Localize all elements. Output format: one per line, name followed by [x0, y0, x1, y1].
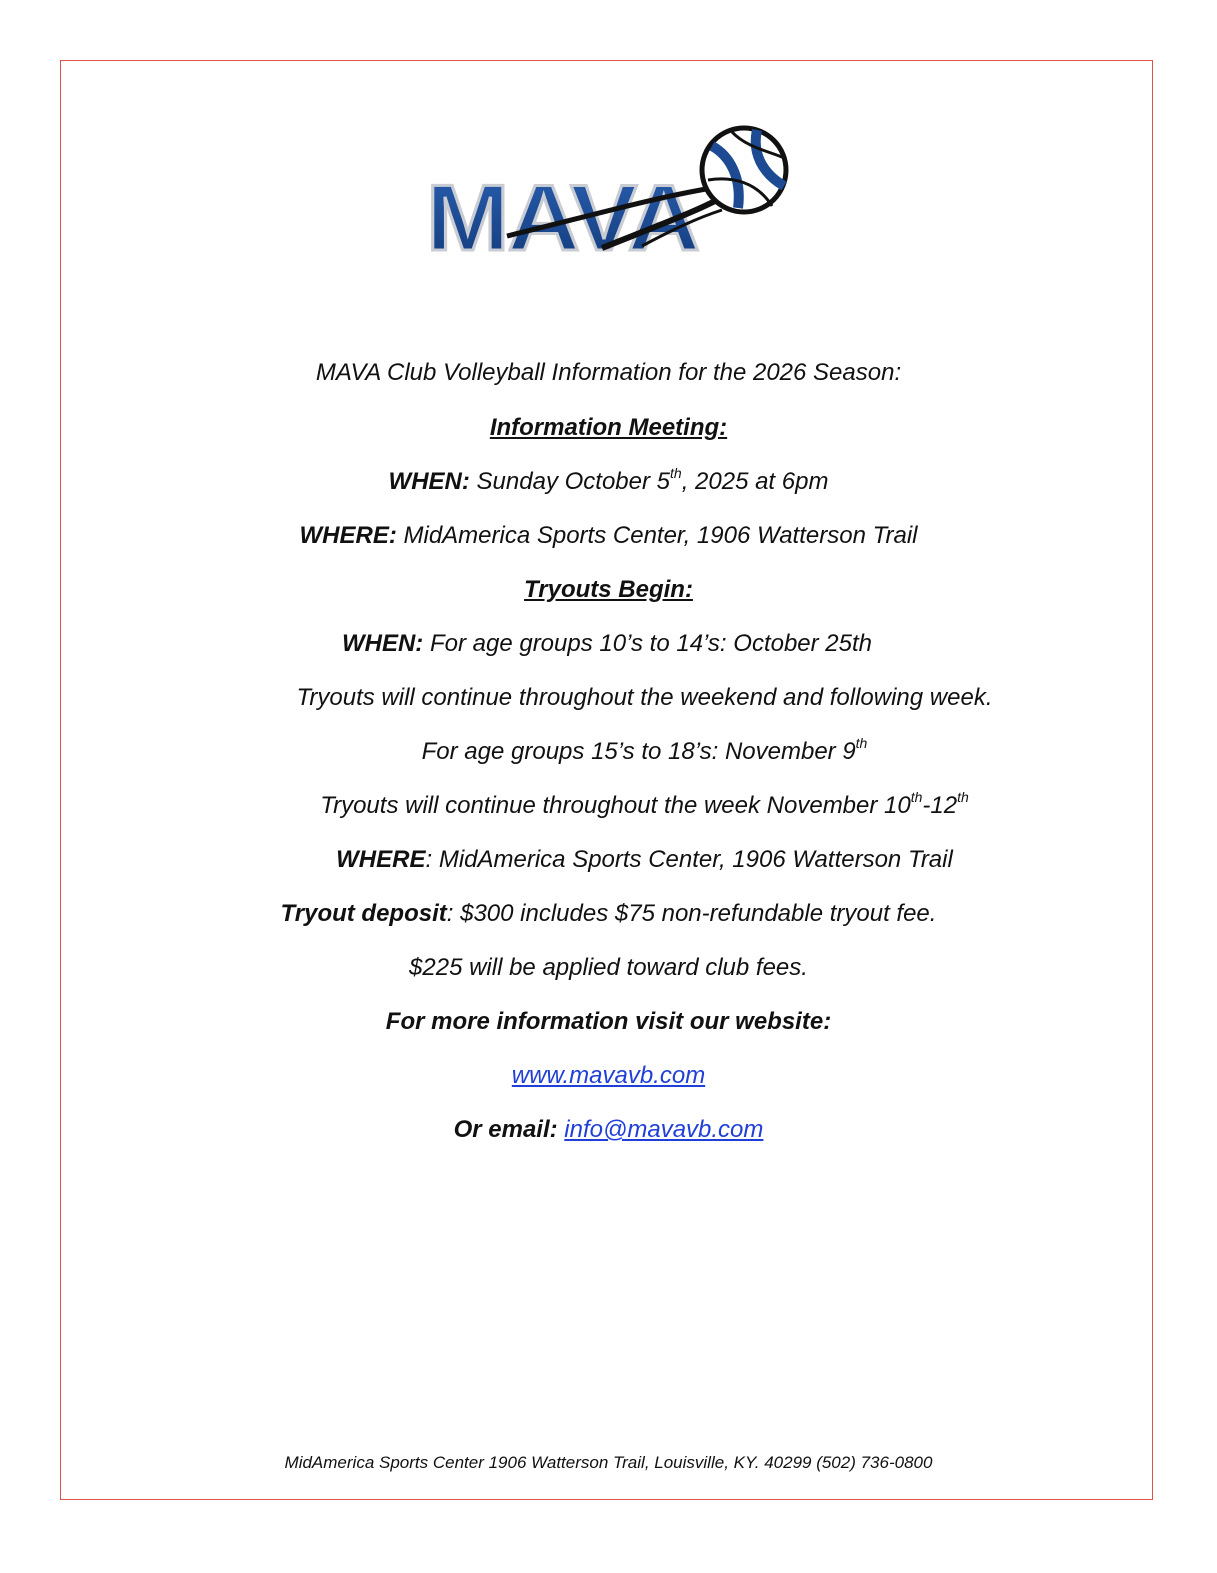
tryouts-older: [36, 737, 1217, 767]
tryouts-when-label: WHEN:: [341, 630, 424, 657]
tryout-deposit-text: : $300 includes $75 non-refundable tryout fee.: [446, 900, 937, 927]
tryouts-older-text: For age groups 15’s to 18’s: November 9: [421, 738, 856, 765]
tryouts-continue-week-range: -12: [922, 792, 958, 819]
tryouts-continue-week-sup2: th: [957, 789, 969, 805]
meeting-where-text: MidAmerica Sports Center, 1906 Watterson Trail: [396, 522, 918, 549]
meeting-heading: Information Meeting:: [489, 414, 728, 441]
meeting-when-sup: th: [670, 465, 682, 481]
meeting-when: [0, 467, 1217, 497]
volleyball-icon: [702, 128, 786, 212]
tryouts-older-sup: th: [855, 735, 868, 751]
meeting-where: [0, 521, 1217, 551]
email-label: Or email:: [453, 1116, 558, 1143]
more-info-heading: For more information visit our website:: [385, 1008, 832, 1035]
tryouts-continue-weekend: Tryouts will continue throughout the weekend and following week.: [296, 684, 993, 711]
meeting-when-text-end: , 2025 at 6pm: [681, 468, 829, 495]
season-intro: MAVA Club Volleyball Information for the 2026 Season:: [315, 359, 902, 386]
page-border: [60, 60, 1153, 1500]
tryouts-when: [0, 629, 1214, 659]
footer-address: MidAmerica Sports Center 1906 Watterson Trail, Louisville, KY. 40299 (502) 736-0800: [284, 1453, 933, 1472]
email-line: [0, 1115, 1217, 1145]
tryouts-continue-week: [36, 791, 1217, 821]
meeting-where-label: WHERE:: [299, 522, 397, 549]
tryouts-heading: Tryouts Begin:: [524, 576, 693, 603]
email-link[interactable]: info@mavavb.com: [564, 1116, 764, 1143]
logo-wordmark: MAVA: [426, 165, 699, 268]
meeting-when-text: Sunday October 5: [469, 468, 670, 495]
website-link[interactable]: www.mavavb.com: [511, 1062, 706, 1089]
deposit-applied: $225 will be applied toward club fees.: [409, 954, 808, 981]
tryouts-where-text: : MidAmerica Sports Center, 1906 Watterson Trail: [425, 846, 953, 873]
tryouts-continue-week-sup1: th: [910, 789, 923, 805]
mava-logo: [412, 118, 802, 268]
tryout-deposit-label: Tryout deposit: [280, 900, 447, 927]
tryouts-where: [36, 845, 1217, 875]
tryouts-when-text: For age groups 10’s to 14’s: October 25th: [423, 630, 873, 657]
meeting-when-label: WHEN:: [388, 468, 470, 495]
website-line: [0, 1061, 1217, 1091]
tryouts-continue-week-text: Tryouts will continue throughout the week November 10: [320, 792, 911, 819]
tryout-deposit: [0, 899, 1217, 929]
tryouts-where-label: WHERE: [336, 846, 426, 873]
